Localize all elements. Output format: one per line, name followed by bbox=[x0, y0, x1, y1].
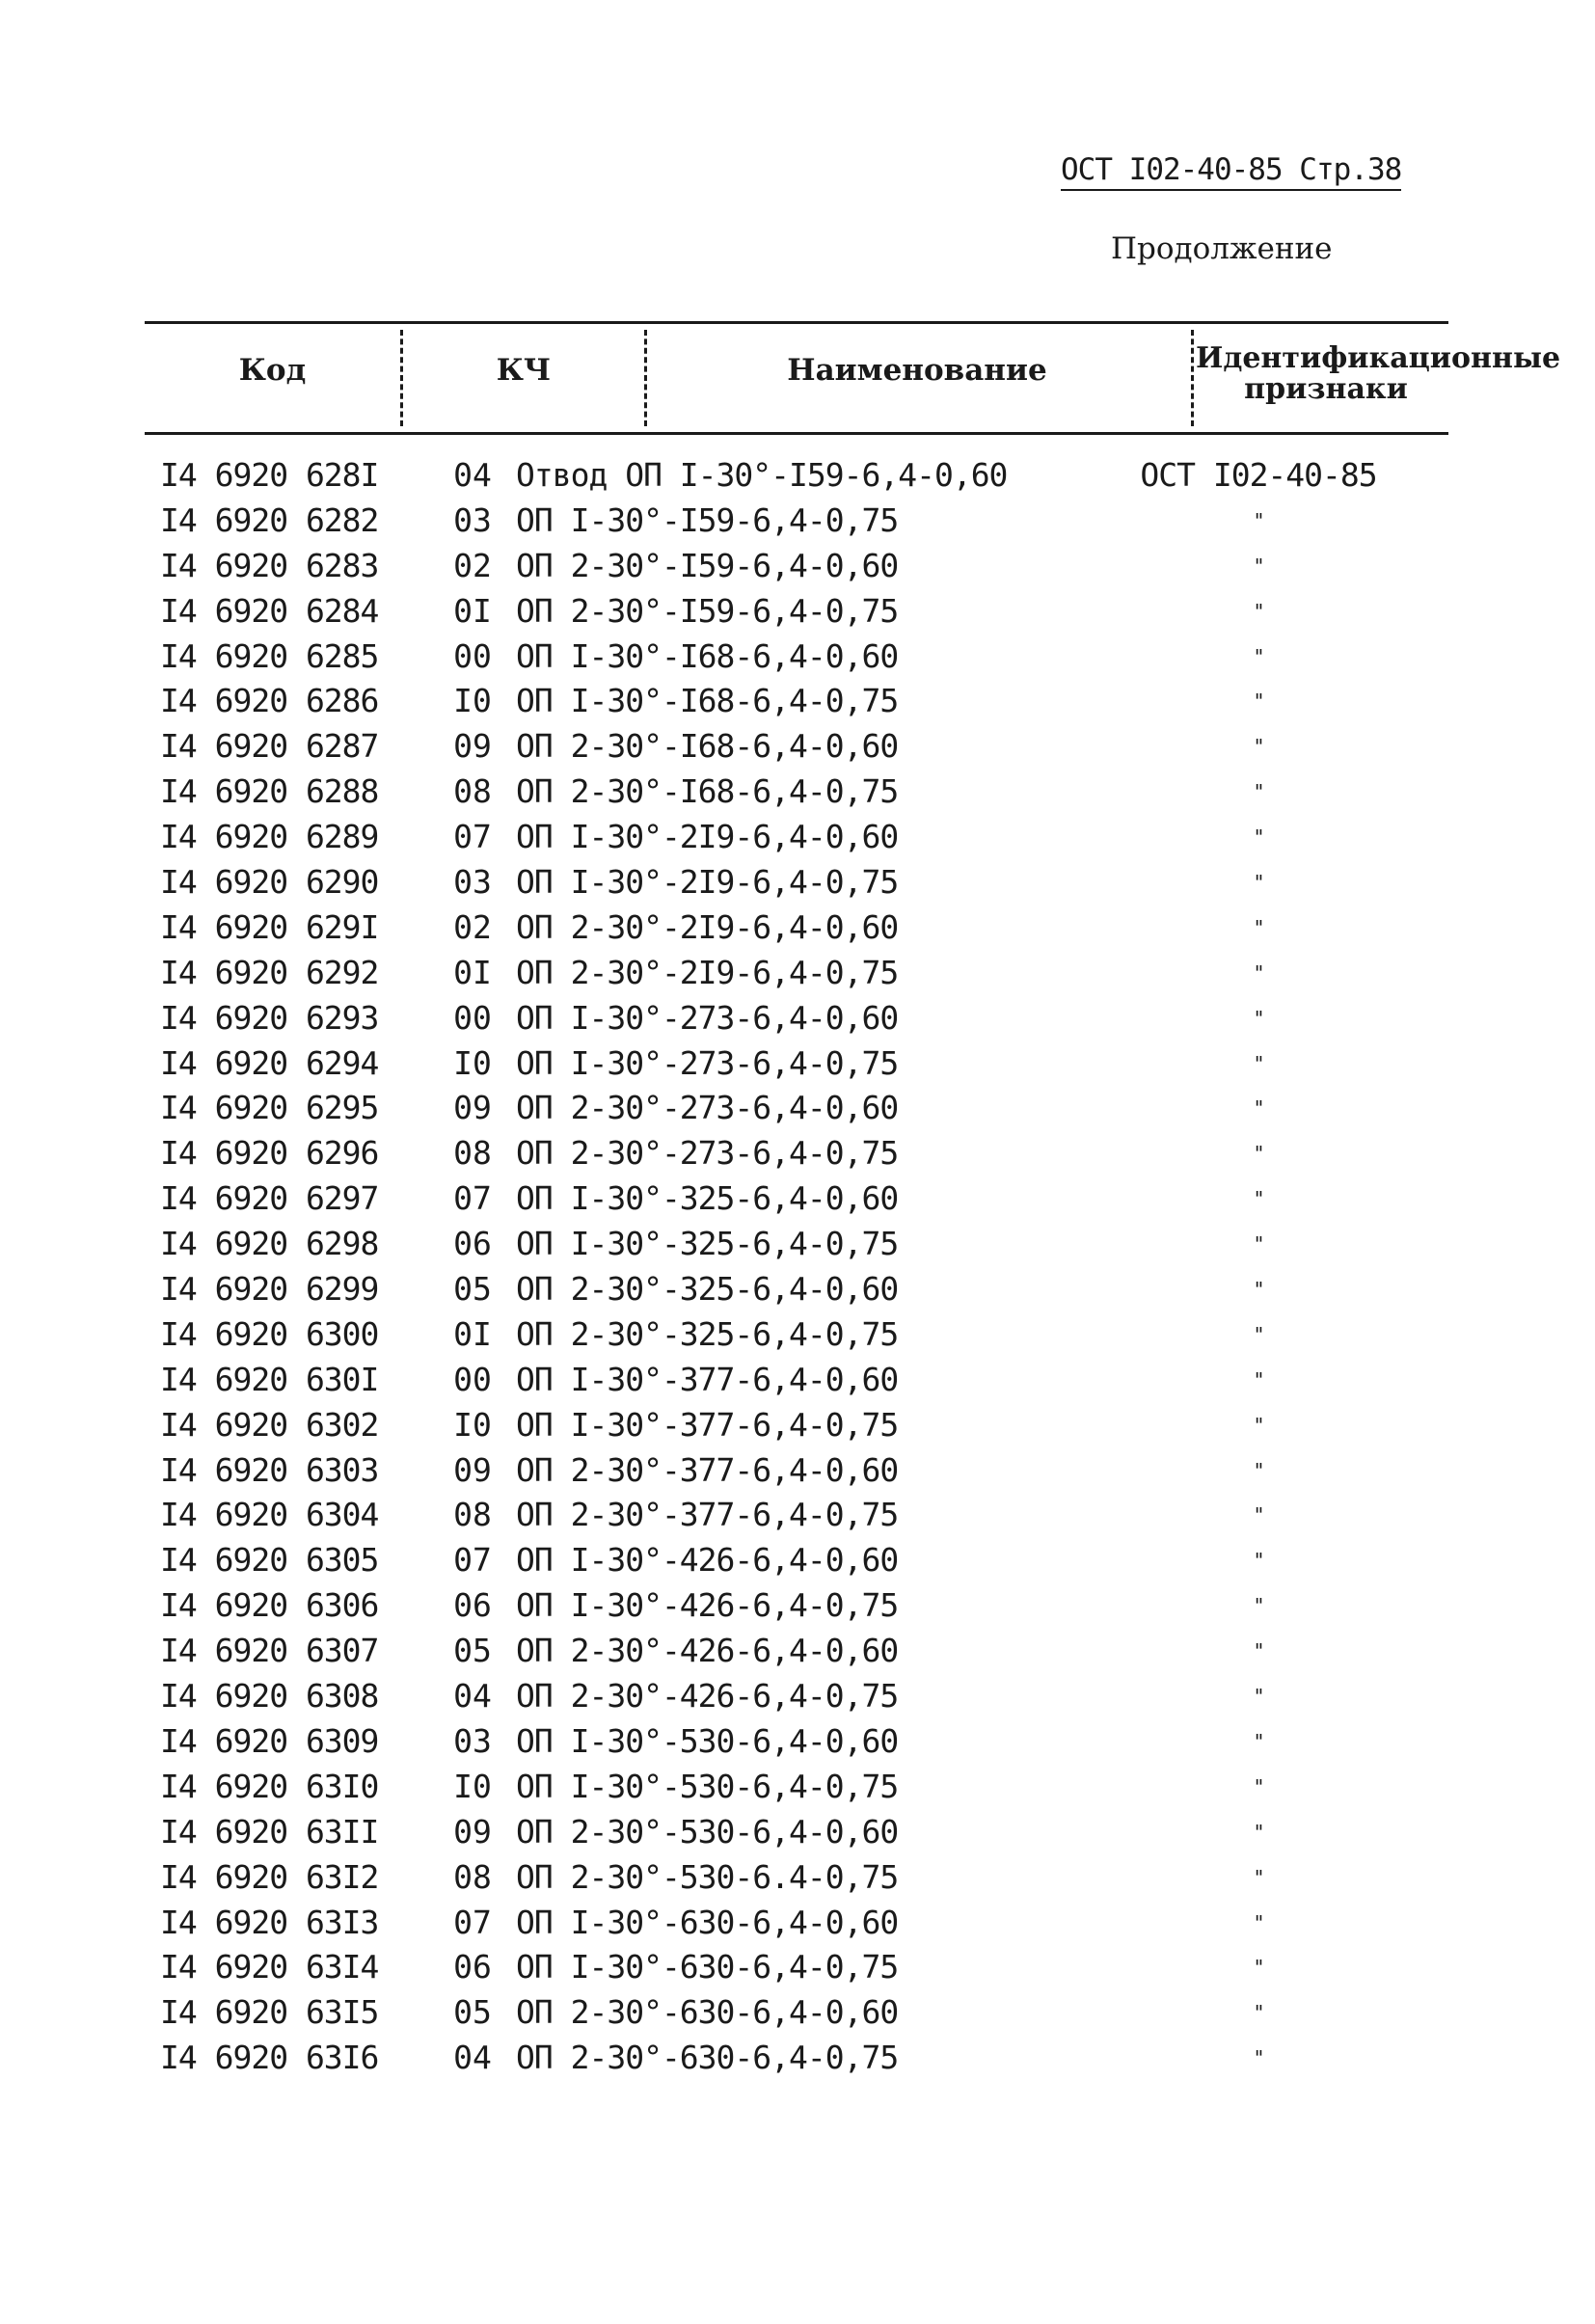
code-cell: І4 6920 6286 bbox=[160, 682, 379, 720]
name-cell: ОП 2-30°-273-6,4-0,60 bbox=[516, 1089, 899, 1127]
code-cell: І4 6920 6282 bbox=[160, 500, 379, 539]
name-cell: ОП 2-30°-630-6,4-0,60 bbox=[516, 1993, 899, 2032]
code-cell: І4 6920 6285 bbox=[160, 636, 379, 675]
name-cell: ОП І-30°-2І9-6,4-0,60 bbox=[516, 818, 899, 856]
identification-cell: " bbox=[1253, 689, 1264, 714]
kch-cell: 08 bbox=[453, 772, 492, 811]
table-row bbox=[154, 499, 1446, 544]
identification-cell: " bbox=[1253, 2046, 1264, 2070]
column-header-kch: КЧ bbox=[496, 353, 552, 388]
code-cell: І4 6920 6296 bbox=[160, 1134, 379, 1173]
name-cell: ОП І-30°-І68-6,4-0,60 bbox=[516, 636, 899, 675]
identification-cell: " bbox=[1253, 1187, 1264, 1211]
kch-cell: 06 bbox=[453, 1948, 492, 1986]
identification-cell: " bbox=[1253, 1322, 1264, 1346]
page-header bbox=[1061, 152, 1456, 191]
table-row bbox=[154, 1358, 1446, 1403]
code-cell: І4 6920 6309 bbox=[160, 1721, 379, 1760]
identification-cell: " bbox=[1253, 1006, 1264, 1030]
kch-cell: 04 bbox=[453, 456, 492, 494]
identification-cell: " bbox=[1253, 1503, 1264, 1527]
code-cell: І4 6920 6303 bbox=[160, 1450, 379, 1489]
code-cell: І4 6920 6307 bbox=[160, 1632, 379, 1670]
kch-cell: 07 bbox=[453, 1903, 492, 1941]
table-row bbox=[154, 1538, 1446, 1583]
table-row bbox=[154, 1855, 1446, 1901]
name-cell: ОП 2-30°-377-6,4-0,75 bbox=[516, 1496, 899, 1534]
table-row bbox=[154, 635, 1446, 680]
kch-cell: І0 bbox=[453, 1405, 492, 1444]
kch-cell: 0І bbox=[453, 1314, 492, 1353]
table-body bbox=[154, 453, 1446, 2081]
column-divider bbox=[1191, 330, 1194, 426]
name-cell: ОП І-30°-273-6,4-0,75 bbox=[516, 1043, 899, 1082]
kch-cell: 02 bbox=[453, 907, 492, 946]
name-cell: ОП І-30°-325-6,4-0,75 bbox=[516, 1225, 899, 1263]
column-header-name: Наименование bbox=[787, 353, 1047, 388]
name-cell: ОП І-30°-530-6,4-0,75 bbox=[516, 1767, 899, 1805]
identification-cell: " bbox=[1253, 825, 1264, 850]
name-cell: ОП І-30°-426-6,4-0,60 bbox=[516, 1541, 899, 1580]
kch-cell: 06 bbox=[453, 1586, 492, 1625]
kch-cell: 04 bbox=[453, 1677, 492, 1716]
kch-cell: 06 bbox=[453, 1225, 492, 1263]
identification-cell: " bbox=[1253, 1820, 1264, 1844]
name-cell: ОП І-30°-377-6,4-0,60 bbox=[516, 1360, 899, 1398]
code-cell: І4 6920 628І bbox=[160, 456, 379, 494]
name-cell: ОП І-30°-377-6,4-0,75 bbox=[516, 1405, 899, 1444]
kch-cell: 05 bbox=[453, 1270, 492, 1309]
identification-cell: " bbox=[1253, 1729, 1264, 1753]
name-cell: ОП І-30°-426-6,4-0,75 bbox=[516, 1586, 899, 1625]
identification-cell: " bbox=[1253, 915, 1264, 939]
name-cell: ОП І-30°-273-6,4-0,60 bbox=[516, 998, 899, 1037]
name-cell: ОП 2-30°-530-6.4-0,75 bbox=[516, 1857, 899, 1896]
name-cell: ОП 2-30°-325-6,4-0,75 bbox=[516, 1314, 899, 1353]
table-row bbox=[154, 2036, 1446, 2081]
kch-cell: 05 bbox=[453, 1632, 492, 1670]
identification-cell: " bbox=[1253, 554, 1264, 578]
continuation-label: Продолжение bbox=[1111, 231, 1333, 266]
identification-cell: " bbox=[1253, 1774, 1264, 1798]
table-row bbox=[154, 1629, 1446, 1674]
identification-cell: " bbox=[1253, 1685, 1264, 1709]
table-row bbox=[154, 860, 1446, 905]
column-header-code: Код bbox=[238, 353, 307, 388]
kch-cell: 0І bbox=[453, 591, 492, 630]
identification-cell: " bbox=[1253, 1413, 1264, 1437]
name-cell: ОП 2-30°-426-6,4-0,75 bbox=[516, 1677, 899, 1716]
identification-cell: " bbox=[1253, 1232, 1264, 1257]
table-header bbox=[145, 321, 1561, 435]
table-row bbox=[154, 1901, 1446, 1946]
kch-cell: 0І bbox=[453, 953, 492, 991]
table-row bbox=[154, 1041, 1446, 1087]
identification-cell: " bbox=[1253, 2001, 1264, 2025]
name-cell: ОП І-30°-630-6,4-0,60 bbox=[516, 1903, 899, 1941]
code-cell: І4 6920 63І3 bbox=[160, 1903, 379, 1941]
name-cell: ОП 2-30°-І68-6,4-0,75 bbox=[516, 772, 899, 811]
code-cell: І4 6920 63ІІ bbox=[160, 1812, 379, 1851]
name-cell: ОП І-30°-630-6,4-0,75 bbox=[516, 1948, 899, 1986]
code-cell: І4 6920 6305 bbox=[160, 1541, 379, 1580]
code-cell: І4 6920 6300 bbox=[160, 1314, 379, 1353]
name-cell: ОП І-30°-І68-6,4-0,75 bbox=[516, 682, 899, 720]
name-cell: ОП І-30°-І59-6,4-0,75 bbox=[516, 500, 899, 539]
table-row bbox=[154, 1990, 1446, 2036]
kch-cell: 04 bbox=[453, 2039, 492, 2077]
code-cell: І4 6920 6289 bbox=[160, 818, 379, 856]
name-cell: ОП 2-30°-426-6,4-0,60 bbox=[516, 1632, 899, 1670]
table-row bbox=[154, 1176, 1446, 1222]
name-cell: ОП 2-30°-І59-6,4-0,60 bbox=[516, 546, 899, 584]
table-row bbox=[154, 951, 1446, 996]
kch-cell: 09 bbox=[453, 1450, 492, 1489]
identification-cell: " bbox=[1253, 1956, 1264, 1980]
code-cell: І4 6920 6295 bbox=[160, 1089, 379, 1127]
code-cell: І4 6920 63І5 bbox=[160, 1993, 379, 2032]
table-row bbox=[154, 1583, 1446, 1629]
name-cell: ОП 2-30°-2І9-6,4-0,60 bbox=[516, 907, 899, 946]
table-row bbox=[154, 1448, 1446, 1494]
code-cell: І4 6920 6290 bbox=[160, 863, 379, 902]
identification-cell: " bbox=[1253, 1865, 1264, 1889]
table-row bbox=[154, 996, 1446, 1041]
code-cell: І4 6920 6288 bbox=[160, 772, 379, 811]
kch-cell: І0 bbox=[453, 682, 492, 720]
kch-cell: 07 bbox=[453, 1179, 492, 1218]
code-cell: І4 6920 63І0 bbox=[160, 1767, 379, 1805]
table-row bbox=[154, 1945, 1446, 1990]
kch-cell: 07 bbox=[453, 818, 492, 856]
kch-cell: 00 bbox=[453, 1360, 492, 1398]
code-cell: І4 6920 6292 bbox=[160, 953, 379, 991]
code-cell: І4 6920 6293 bbox=[160, 998, 379, 1037]
identification-cell: " bbox=[1253, 1367, 1264, 1392]
table-row bbox=[154, 1719, 1446, 1765]
identification-cell: " bbox=[1253, 871, 1264, 895]
table-row bbox=[154, 1765, 1446, 1810]
code-cell: І4 6920 6304 bbox=[160, 1496, 379, 1534]
name-cell: ОП 2-30°-377-6,4-0,60 bbox=[516, 1450, 899, 1489]
table-row bbox=[154, 1403, 1446, 1448]
table-row bbox=[154, 1131, 1446, 1176]
table-row bbox=[154, 453, 1446, 499]
kch-cell: 05 bbox=[453, 1993, 492, 2032]
identification-cell: " bbox=[1253, 1594, 1264, 1618]
identification-cell: ОСТ І02-40-85 bbox=[1140, 456, 1377, 494]
kch-cell: 03 bbox=[453, 1721, 492, 1760]
table-row bbox=[154, 905, 1446, 951]
name-cell: ОП 2-30°-І59-6,4-0,75 bbox=[516, 591, 899, 630]
kch-cell: 09 bbox=[453, 1812, 492, 1851]
name-cell: ОП 2-30°-630-6,4-0,75 bbox=[516, 2039, 899, 2077]
table-row bbox=[154, 589, 1446, 635]
table-row bbox=[154, 1222, 1446, 1267]
kch-cell: 09 bbox=[453, 727, 492, 766]
code-cell: І4 6920 63І6 bbox=[160, 2039, 379, 2077]
identification-cell: " bbox=[1253, 1096, 1264, 1121]
code-cell: І4 6920 630І bbox=[160, 1360, 379, 1398]
identification-cell: " bbox=[1253, 599, 1264, 623]
name-cell: ОП І-30°-325-6,4-0,60 bbox=[516, 1179, 899, 1218]
kch-cell: І0 bbox=[453, 1043, 492, 1082]
name-cell: ОП 2-30°-2І9-6,4-0,75 bbox=[516, 953, 899, 991]
identification-cell: " bbox=[1253, 1458, 1264, 1482]
kch-cell: 09 bbox=[453, 1089, 492, 1127]
name-cell: ОП 2-30°-530-6,4-0,60 bbox=[516, 1812, 899, 1851]
table-row bbox=[154, 544, 1446, 589]
table-row bbox=[154, 815, 1446, 860]
code-cell: І4 6920 63І4 bbox=[160, 1948, 379, 1986]
code-cell: І4 6920 6302 bbox=[160, 1405, 379, 1444]
name-cell: ОП І-30°-2І9-6,4-0,75 bbox=[516, 863, 899, 902]
table-row bbox=[154, 1493, 1446, 1538]
name-cell: ОП 2-30°-І68-6,4-0,60 bbox=[516, 727, 899, 766]
code-cell: І4 6920 6299 bbox=[160, 1270, 379, 1309]
kch-cell: 03 bbox=[453, 863, 492, 902]
table-row bbox=[154, 1674, 1446, 1719]
table-row bbox=[154, 724, 1446, 770]
code-cell: І4 6920 6306 bbox=[160, 1586, 379, 1625]
kch-cell: І0 bbox=[453, 1767, 492, 1805]
standard-reference: ОСТ І02-40-85 Стр.38 bbox=[1061, 152, 1401, 191]
kch-cell: 03 bbox=[453, 500, 492, 539]
table-row bbox=[154, 679, 1446, 724]
code-cell: І4 6920 6284 bbox=[160, 591, 379, 630]
code-cell: І4 6920 6294 bbox=[160, 1043, 379, 1082]
kch-cell: 02 bbox=[453, 546, 492, 584]
identification-cell: " bbox=[1253, 508, 1264, 532]
code-cell: І4 6920 6283 bbox=[160, 546, 379, 584]
kch-cell: 00 bbox=[453, 998, 492, 1037]
identification-cell: " bbox=[1253, 780, 1264, 804]
table-row bbox=[154, 1086, 1446, 1131]
code-cell: І4 6920 63І2 bbox=[160, 1857, 379, 1896]
table-row bbox=[154, 1267, 1446, 1312]
identification-cell: " bbox=[1253, 1142, 1264, 1166]
identification-cell: " bbox=[1253, 735, 1264, 759]
table-row bbox=[154, 1312, 1446, 1358]
name-cell: Отвод ОП І-30°-І59-6,4-0,60 bbox=[516, 456, 1008, 494]
kch-cell: 00 bbox=[453, 636, 492, 675]
table-row bbox=[154, 770, 1446, 815]
name-cell: ОП 2-30°-273-6,4-0,75 bbox=[516, 1134, 899, 1173]
identification-cell: " bbox=[1253, 1549, 1264, 1573]
code-cell: І4 6920 6297 bbox=[160, 1179, 379, 1218]
name-cell: ОП І-30°-530-6,4-0,60 bbox=[516, 1721, 899, 1760]
column-header-identification: Идентификационные признаки bbox=[1196, 341, 1561, 406]
kch-cell: 07 bbox=[453, 1541, 492, 1580]
identification-cell: " bbox=[1253, 960, 1264, 985]
code-cell: І4 6920 6287 bbox=[160, 727, 379, 766]
identification-cell: " bbox=[1253, 1910, 1264, 1934]
code-cell: І4 6920 6298 bbox=[160, 1225, 379, 1263]
name-cell: ОП 2-30°-325-6,4-0,60 bbox=[516, 1270, 899, 1309]
table-row bbox=[154, 1810, 1446, 1855]
identification-cell: " bbox=[1253, 644, 1264, 668]
identification-cell: " bbox=[1253, 1639, 1264, 1663]
identification-cell: " bbox=[1253, 1051, 1264, 1075]
kch-cell: 08 bbox=[453, 1496, 492, 1534]
kch-cell: 08 bbox=[453, 1134, 492, 1173]
identification-cell: " bbox=[1253, 1278, 1264, 1302]
code-cell: І4 6920 6308 bbox=[160, 1677, 379, 1716]
kch-cell: 08 bbox=[453, 1857, 492, 1896]
code-cell: І4 6920 629І bbox=[160, 907, 379, 946]
